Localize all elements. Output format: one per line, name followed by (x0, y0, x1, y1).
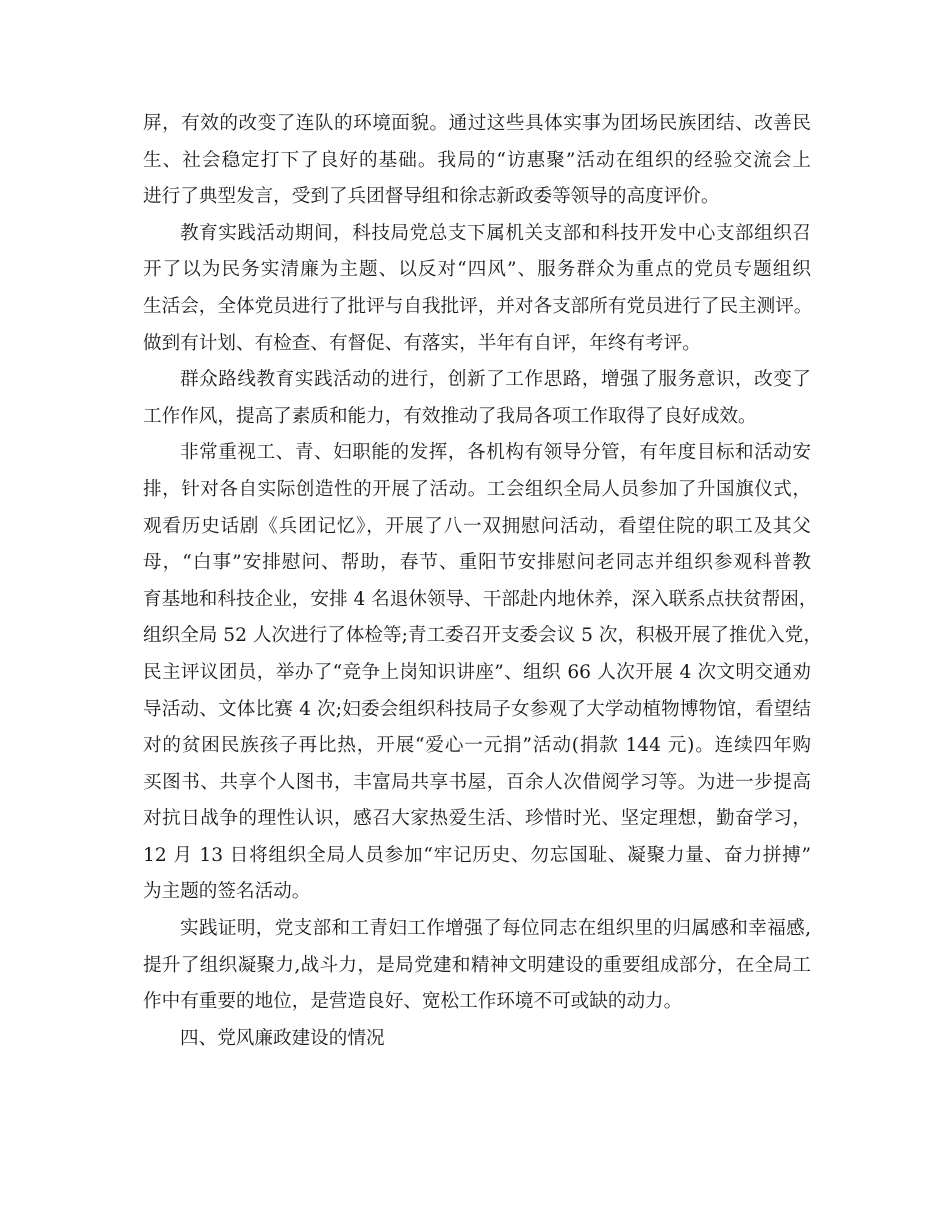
paragraph-line: 教育实践活动期间，科技局党总支下属机关支部和科技开发中心支部组织召 (180, 222, 811, 244)
paragraph-line: 为主题的签名活动。 (143, 881, 311, 903)
paragraph-line: 开了以为民务实清廉为主题、以反对“四风”、服务群众为重点的党员专题组织 (143, 259, 811, 281)
document-body (143, 106, 822, 1057)
paragraph-line: 屏，有效的改变了连队的环境面貌。通过这些具体实事为团场民族团结、改善民 (143, 113, 811, 134)
paragraph-line: 生、社会稳定打下了良好的基础。我局的“访惠聚”活动在组织的经验交流会上 (143, 149, 811, 171)
paragraph-line: 组织全局 52 人次进行了体检等;青工委召开支委会议 5 次，积极开展了推优入党， (143, 625, 822, 647)
paragraph-line: 买图书、共享个人图书，丰富局共享书屋，百余人次借阅学习等。为进一步提高 (143, 771, 811, 793)
paragraph-line: 排，针对各自实际创造性的开展了活动。工会组织全局人员参加了升国旗仪式， (143, 478, 811, 500)
paragraph-line: 对抗日战争的理性认识，感召大家热爱生活、珍惜时光、坚定理想，勤奋学习， (143, 808, 811, 830)
paragraph-line: 提升了组织凝聚力,战斗力，是局党建和精神文明建设的重要组成部分，在全局工 (143, 954, 811, 976)
paragraph-line: 母，“白事”安排慰问、帮助，春节、重阳节安排慰问老同志并组织参观科普教 (143, 552, 811, 574)
paragraph-line: 作中有重要的地位，是营造良好、宽松工作环境不可或缺的动力。 (143, 991, 683, 1013)
paragraph-line: 实践证明，党支部和工青妇工作增强了每位同志在组织里的归属感和幸福感, (180, 918, 811, 940)
paragraph-line: 非常重视工、青、妇职能的发挥，各机构有领导分管，有年度目标和活动安 (180, 442, 811, 464)
paragraph-line: 生活会，全体党员进行了批评与自我批评，并对各支部所有党员进行了民主测评。 (143, 295, 813, 317)
paragraph-line: 对的贫困民族孩子再比热，开展“爱心一元捐”活动(捐款 144 元)。连续四年购 (143, 735, 811, 757)
paragraph-line: 育基地和科技企业，安排 4 名退休领导、干部赴内地休养，深入联系点扶贫帮困， (143, 588, 818, 610)
paragraph-line: 观看历史话剧《兵团记忆》，开展了八一双拥慰问活动，看望住院的职工及其父 (143, 515, 811, 537)
paragraph-line: 工作作风，提高了素质和能力，有效推动了我局各项工作取得了良好成效。 (143, 405, 757, 427)
paragraph-line: 民主评议团员，举办了“竞争上岗知识讲座”、组织 66 人次开展 4 次文明交通劝 (143, 661, 811, 683)
section-heading: 四、党风廉政建设的情况 (180, 1027, 385, 1049)
paragraph-line: 进行了典型发言，受到了兵团督导组和徐志新政委等领导的高度评价。 (143, 186, 720, 208)
paragraph-line: 做到有计划、有检查、有督促、有落实，半年有自评，年终有考评。 (143, 332, 701, 354)
paragraph-line: 群众路线教育实践活动的进行，创新了工作思路，增强了服务意识，改变了 (180, 369, 811, 391)
paragraph-line: 12 月 13 日将组织全局人员参加“牢记历史、勿忘国耻、凝聚力量、奋力拼搏” (143, 844, 811, 866)
paragraph-line: 导活动、文体比赛 4 次;妇委会组织科技局子女参观了大学动植物博物馆，看望结 (143, 698, 811, 720)
